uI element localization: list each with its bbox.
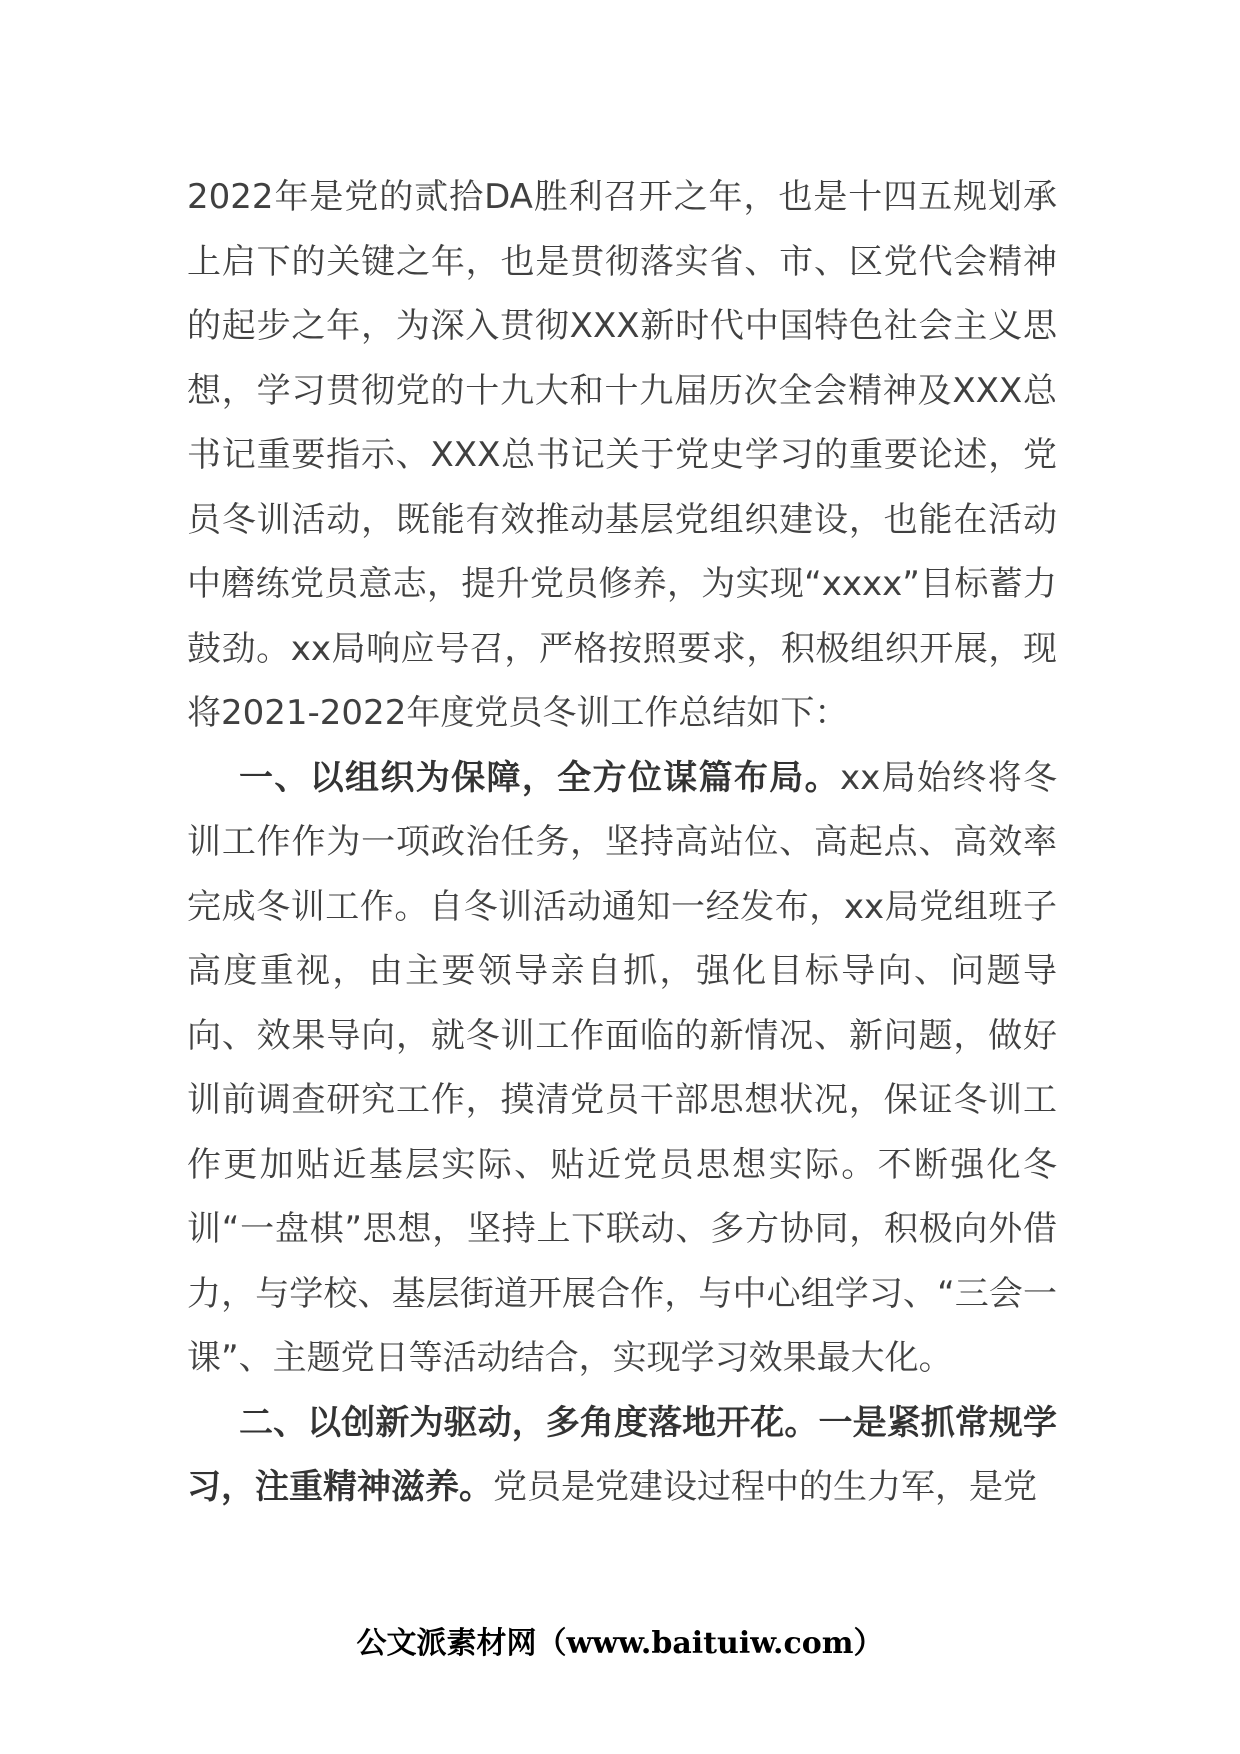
section-one-heading: 一、以组织为保障，全方位谋篇布局。 — [239, 757, 840, 798]
document-body — [187, 165, 1057, 1520]
intro-paragraph-text: 2022年是党的贰拾DA胜利召开之年，也是十四五规划承上启下的关键之年，也是贯彻落实省、市、区党代会精神的起步之年，为深入贯彻XXX新时代中国特色社会主义思想，学习贯彻党的十九大和十九届历次全会精神及XXX总书记重要指示、XXX总书记关于党史学习的重要论述，党员冬训活动，既能有效推动基层党组织建设，也能在活动中磨练党员意志，提升党员修养，为实现“xxxx”目标蓄力鼓劲。xx局响应号召，严格按照要求，积极组织开展，现将2021-2022年度党员冬训工作总结如下： — [187, 177, 1057, 733]
section-two-heading: 二、以创新为驱动，多角度落地开花。一是紧抓常规学习，注重精神滋养。 — [187, 1402, 1057, 1507]
page-footer-source: 公文派素材网（www.baituiw.com） — [356, 1626, 884, 1661]
section-one-paragraph — [187, 746, 1057, 1391]
section-two-paragraph — [187, 1391, 1057, 1520]
section-two-text: 党员是党建设过程中的生力军，是党 — [493, 1467, 1037, 1507]
section-one-text: xx局始终将冬训工作作为一项政治任务，坚持高站位、高起点、高效率完成冬训工作。自冬训活动通知一经发布，xx局党组班子高度重视，由主要领导亲自抓，强化目标导向、问题导向、效果导向，就冬训工作面临的新情况、新问题，做好训前调查研究工作，摸清党员干部思想状况，保证冬训工作更加贴近基层实际、贴近党员思想实际。不断强化冬训“一盘棋”思想，坚持上下联动、多方协同，积极向外借力，与学校、基层街道开展合作，与中心组学习、“三会一课”、主题党日等活动结合，实现学习效果最大化。 — [187, 757, 1058, 1378]
intro-paragraph — [187, 165, 1057, 746]
